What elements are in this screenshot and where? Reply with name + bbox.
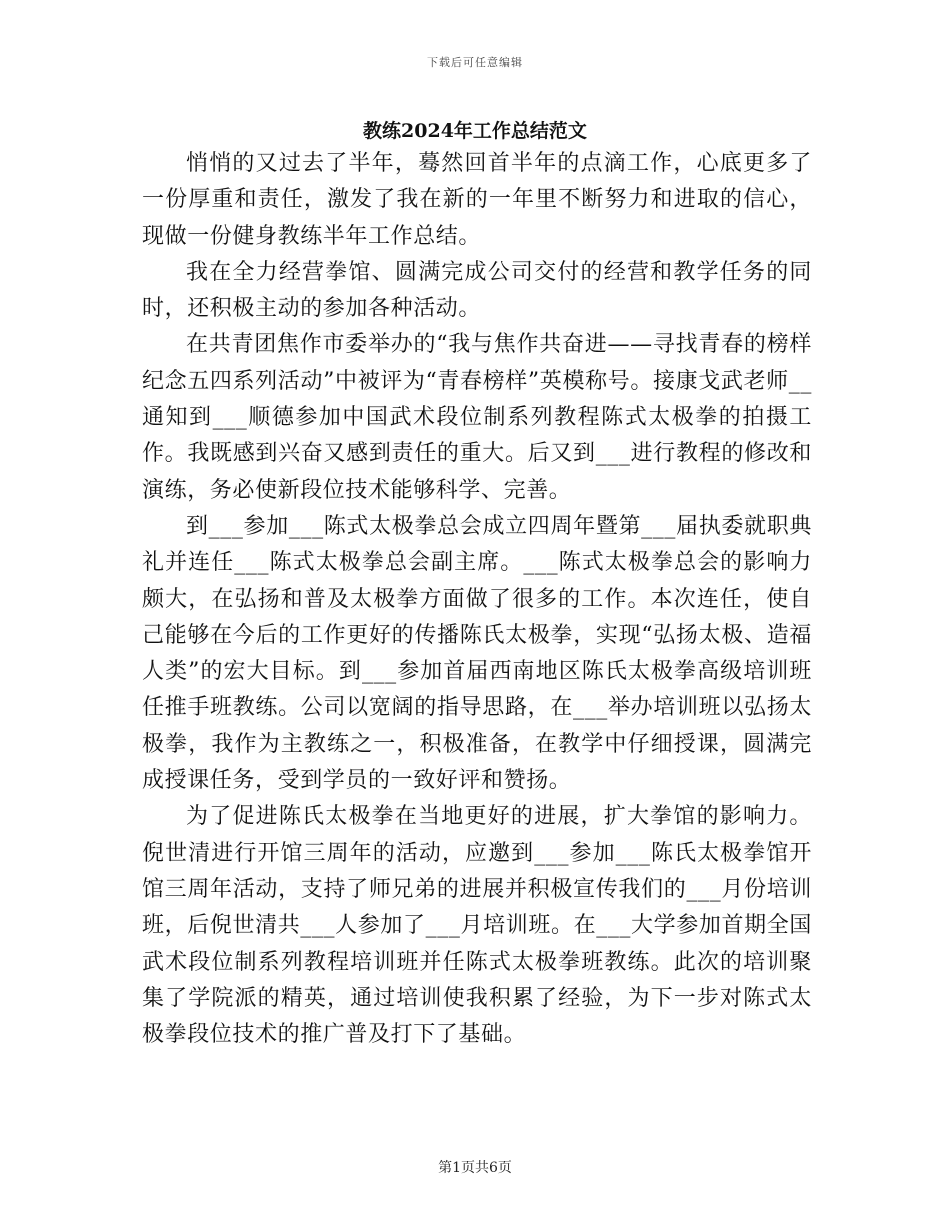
paragraph-4: 到___参加___陈式太极拳总会成立四周年暨第___届执委就职典礼并连任___陈式太极拳总会副主席。___陈式太极拳总会的影响力颇大，在弘扬和普及太极拳方面做了很多的工作。本次连任，使自己能够在今后的工作更好的传播陈氏太极拳，实现“弘扬太极、造福人类”的宏大目标。到___参加首届西南地区陈氏太极拳高级培训班任推手班教练。公司以宽阔的指导思路，在___举办培训班以弘扬太极拳，我作为主教练之一，积极准备，在教学中仔细授课，圆满完成授课任务，受到学员的一致好评和赞扬。 [142, 513, 812, 794]
page-header-note: 下载后可任意编辑 [427, 56, 523, 69]
document-title: 教练2024年工作总结范文 [363, 120, 587, 142]
paragraph-1: 悄悄的又过去了半年，蓦然回首半年的点滴工作，心底更多了一份厚重和责任，激发了我在新的一年里不断努力和进取的信心，现做一份健身教练半年工作总结。 [142, 151, 812, 249]
paragraph-2: 我在全力经营拳馆、圆满完成公司交付的经营和教学任务的同时，还积极主动的参加各种活动。 [142, 259, 812, 322]
document-body [142, 146, 812, 1053]
paragraph-3: 在共青团焦作市委举办的“我与焦作共奋进——寻找青春的榜样纪念五四系列活动”中被评为“青春榜样”英模称号。接康戈武老师__通知到___顺德参加中国武术段位制系列教程陈式太极拳的拍摄工作。我既感到兴奋又感到责任的重大。后又到___进行教程的修改和演练，务必使新段位技术能够科学、完善。 [142, 332, 812, 503]
paragraph-5: 为了促进陈氏太极拳在当地更好的进展，扩大拳馆的影响力。倪世清进行开馆三周年的活动，应邀到___参加___陈氏太极拳馆开馆三周年活动，支持了师兄弟的进展并积极宣传我们的___月份培训班，后倪世清共___人参加了___月培训班。在___大学参加首期全国武术段位制系列教程培训班并任陈式太极拳班教练。此次的培训聚集了学院派的精英，通过培训使我积累了经验，为下一步对陈式太极拳段位技术的推广普及打下了基础。 [142, 804, 812, 1048]
page-number-indicator: 第1页共6页 [438, 1160, 512, 1176]
